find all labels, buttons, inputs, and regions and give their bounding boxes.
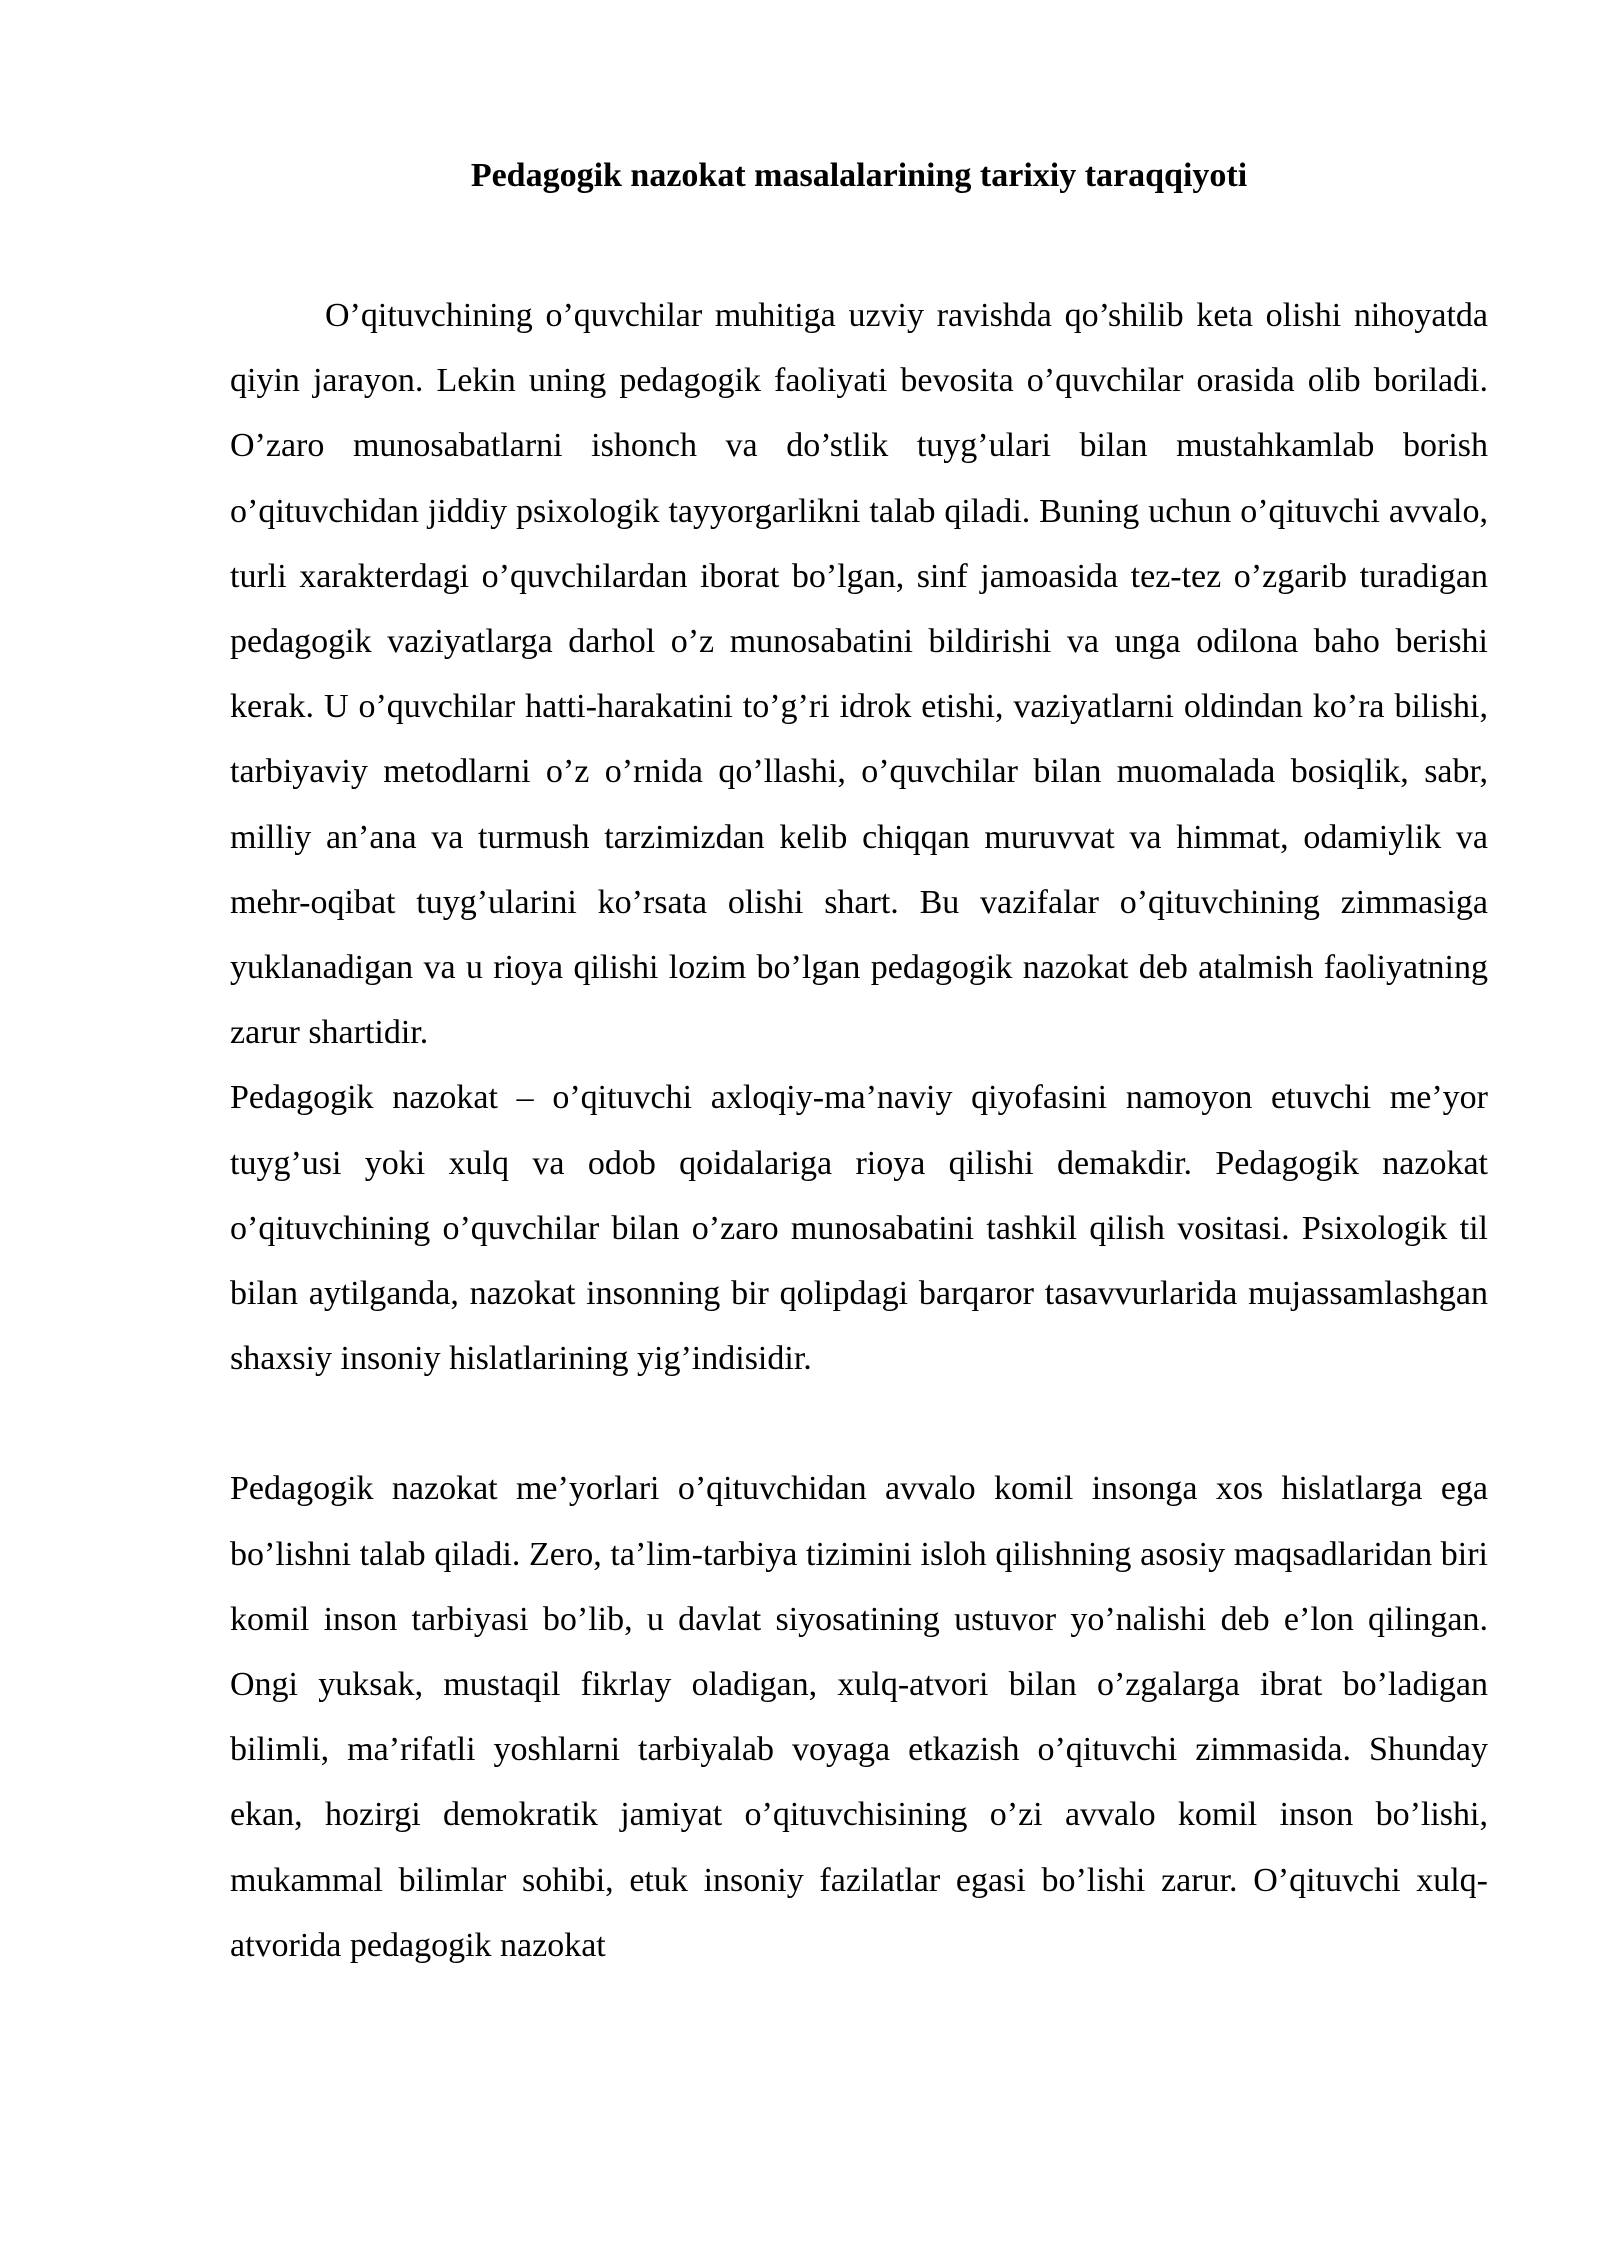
- paragraph-1: O’qituvchining o’quvchilar muhitiga uzviy ravishda qo’shilib keta olishi nihoyatda qiyin jarayon. Lekin uning pedagogik faoliyati bevosita o’quvchilar orasida olib boriladi. O’zaro munosabatlarni ishonch va do’stlik tuyg’ulari bilan mustahkamlab borish o’qituvchidan jiddiy psixologik tayyorgarlikni talab qiladi. Buning uchun o’qituvchi avvalo, turli xarakterdagi o’quvchilardan iborat bo’lgan, sinf jamoasida tez-tez o’zgarib turadigan pedagogik vaziyatlarga darhol o’z munosabatini bildirishi va unga odilona baho berishi kerak. U o’quvchilar hatti-harakatini to’g’ri idrok etishi, vaziyatlarni oldindan ko’ra bilishi, tarbiyaviy metodlarni o’z o’rnida qo’llashi, o’quvchilar bilan muomalada bosiqlik, sabr, milliy an’ana va turmush tarzimizdan kelib chiqqan muruvvat va himmat, odamiylik va mehr-oqibat tuyg’ularini ko’rsata olishi shart. Bu vazifalar o’qituvchining zimmasiga yuklanadigan va u rioya qilishi lozim bo’lgan pedagogik nazokat deb atalmish faoliyatning zarur shartidir.: [230, 297, 1488, 1052]
- document-body: [230, 150, 1488, 1978]
- paragraph-2: Pedagogik nazokat – o’qituvchi axloqiy-ma’naviy qiyofasini namoyon etuvchi me’yor tuyg’usi yoki xulq va odob qoidalariga rioya qilishi demakdir. Pedagogik nazokat o’qituvchining o’quvchilar bilan o’zaro munosabatini tashkil qilish vositasi. Psixologik til bilan aytilganda, nazokat insonning bir qolipdagi barqaror tasavvurlarida mujassamlashgan shaxsiy insoniy hislatlarining yig’indisidir.: [230, 1079, 1488, 1378]
- document-title: Pedagogik nazokat masalalarining tarixiy taraqqiyoti: [470, 157, 1248, 194]
- paragraph-3: Pedagogik nazokat me’yorlari o’qituvchidan avvalo komil insonga xos hislatlarga ega bo’lishni talab qiladi. Zero, ta’lim-tarbiya tizimini isloh qilishning asosiy maqsadlaridan biri komil inson tarbiyasi bo’lib, u davlat siyosatining ustuvor yo’nalishi deb e’lon qilingan. Ongi yuksak, mustaqil fikrlay oladigan, xulq-atvori bilan o’zgalarga ibrat bo’ladigan bilimli, ma’rifatli yoshlarni tarbiyalab voyaga etkazish o’qituvchi zimmasida. Shunday ekan, hozirgi demokratik jamiyat o’qituvchisining o’zi avvalo komil inson bo’lishi, mukammal bilimlar sohibi, etuk insoniy fazilatlar egasi bo’lishi zarur. O’qituvchi xulq-atvorida pedagogik nazokat: [230, 1470, 1488, 1964]
